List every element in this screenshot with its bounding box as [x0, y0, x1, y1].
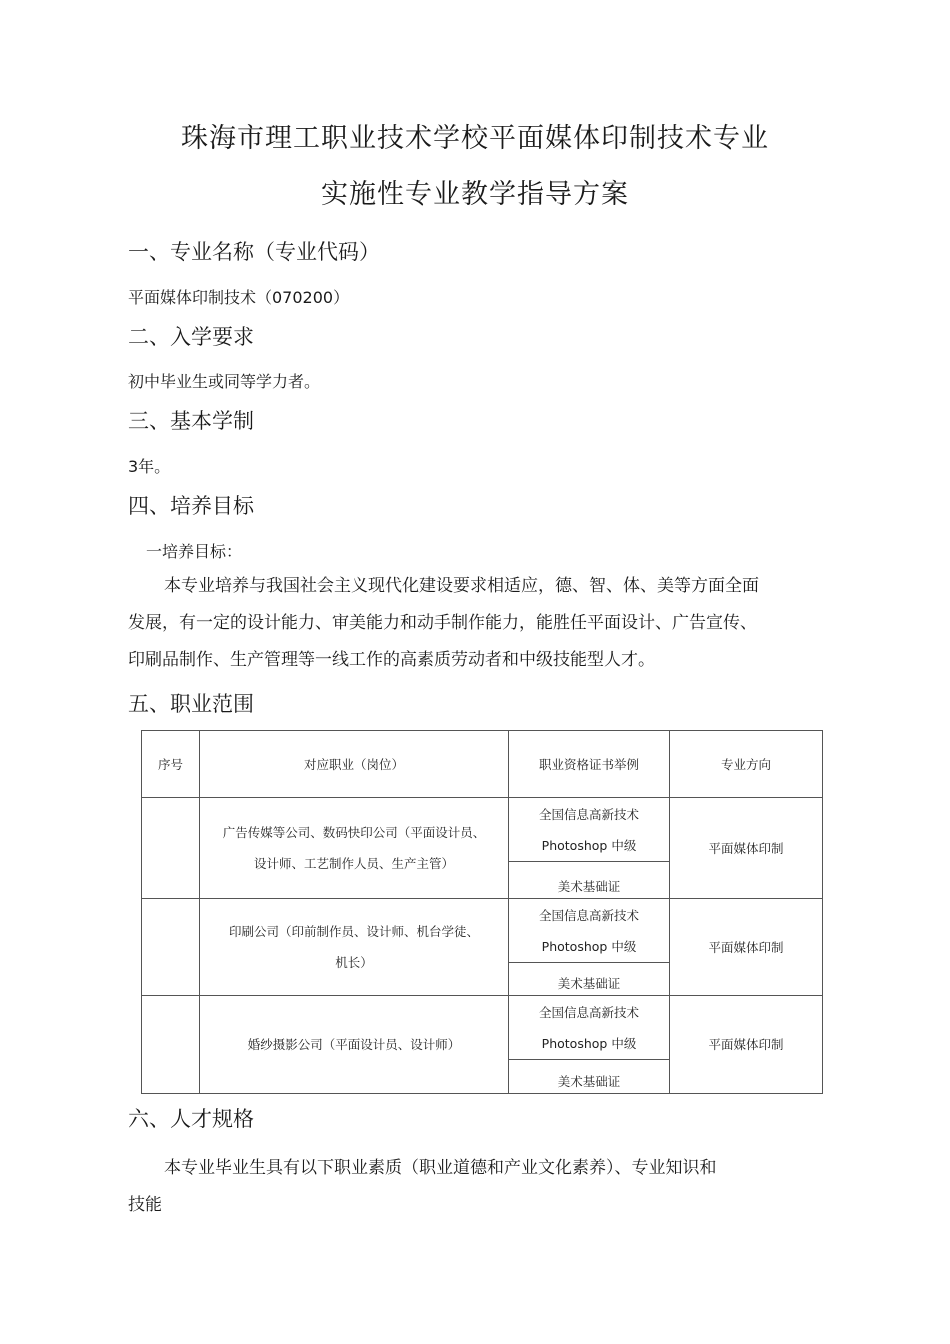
talent-spec-paragraph-line1: 本专业毕业生具有以下职业素质（职业道德和产业文化素养）、专业知识和: [164, 1158, 717, 1178]
certificate-line: Photoshop 中级: [541, 938, 637, 954]
objectives-paragraph-line2: 发展，有一定的设计能力、审美能力和动手制作能力，能胜任平面设计、广告宣传、: [128, 613, 757, 633]
section-heading-admission: 二、入学要求: [128, 325, 254, 349]
section-heading-duration: 三、基本学制: [128, 409, 254, 433]
section-heading-objectives: 四、培养目标: [128, 494, 254, 518]
table-row: [142, 798, 823, 862]
header-cell-certificate: 职业资格证书举例: [509, 731, 670, 798]
header-cell-job: 对应职业（岗位）: [200, 731, 509, 798]
certificate-line: Photoshop 中级: [541, 1035, 637, 1051]
objectives-subheading: 一培养目标：: [146, 542, 243, 561]
admission-text: 初中毕业生或同等学力者。: [128, 372, 321, 391]
certificate-cell: [509, 899, 670, 963]
job-cell: [200, 899, 509, 996]
document-title-line2: 实施性专业教学指导方案: [321, 179, 629, 210]
certificate-cell: 美术基础证: [509, 1060, 670, 1094]
major-name-text: 平面媒体印制技术（070200）: [128, 288, 350, 307]
certificate-cell: 美术基础证: [509, 862, 670, 899]
job-line: 印刷公司（印前制作员、设计师、机台学徒、: [228, 924, 479, 939]
direction-cell: 平面媒体印制: [670, 996, 823, 1094]
talent-spec-paragraph-line2: 技能: [128, 1195, 162, 1215]
job-line: 设计师、工艺制作人员、生产主管）: [253, 856, 454, 871]
header-cell-no: 序号: [142, 731, 200, 798]
section-heading-major-name: 一、专业名称（专业代码）: [128, 240, 380, 264]
duration-text: 3年。: [128, 457, 171, 476]
certificate-cell: [509, 798, 670, 862]
job-cell: [200, 798, 509, 899]
job-line: 婚纱摄影公司（平面设计员、设计师）: [247, 1037, 461, 1052]
job-line: 机长）: [335, 955, 373, 970]
job-cell: [200, 996, 509, 1094]
direction-cell: 平面媒体印制: [670, 798, 823, 899]
row-number-cell: [142, 798, 200, 899]
header-cell-direction: 专业方向: [670, 731, 823, 798]
document-title-line1: 珠海市理工职业技术学校平面媒体印制技术专业: [181, 123, 769, 154]
section-heading-career-scope: 五、职业范围: [128, 692, 254, 716]
job-line: 广告传媒等公司、数码快印公司（平面设计员、: [222, 825, 486, 840]
objectives-paragraph-line3: 印刷品制作、生产管理等一线工作的高素质劳动者和中级技能型人才。: [128, 650, 655, 670]
certificate-line: 全国信息高新技术: [538, 806, 639, 822]
row-number-cell: [142, 996, 200, 1094]
section-heading-talent-spec: 六、人才规格: [128, 1107, 254, 1131]
certificate-line: 全国信息高新技术: [538, 1004, 639, 1020]
table-row: [142, 899, 823, 963]
certificate-line: 全国信息高新技术: [538, 907, 639, 923]
table-header-row: [142, 731, 823, 798]
row-number-cell: [142, 899, 200, 996]
objectives-paragraph-line1: 本专业培养与我国社会主义现代化建设要求相适应，德、智、体、美等方面全面: [164, 576, 759, 596]
certificate-cell: 美术基础证: [509, 963, 670, 996]
career-scope-table: [141, 730, 823, 1094]
direction-cell: 平面媒体印制: [670, 899, 823, 996]
table-row: [142, 996, 823, 1060]
certificate-line: Photoshop 中级: [541, 837, 637, 853]
certificate-cell: [509, 996, 670, 1060]
